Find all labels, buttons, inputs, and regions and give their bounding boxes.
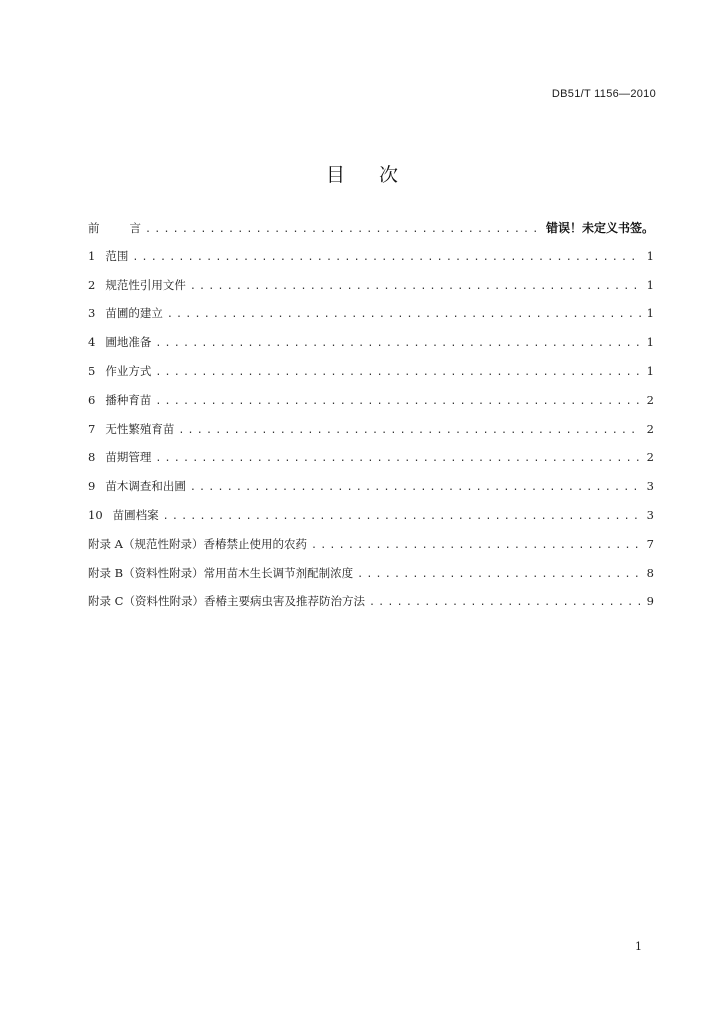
toc-entry-number: 4	[88, 335, 96, 350]
toc-leader-dots	[190, 281, 641, 292]
toc-entry-normative-references[interactable]	[88, 277, 654, 306]
toc-entry-label: 苗圃档案	[112, 507, 159, 522]
table-of-contents	[88, 219, 654, 622]
toc-entry-number: 7	[88, 421, 96, 436]
toc-leader-dots	[155, 453, 640, 464]
toc-leader-dots	[190, 482, 641, 493]
toc-entry-label: 附录 C（资料性附录）香椿主要病虫害及推荐防治方法	[88, 594, 365, 609]
toc-entry-seed-sowing[interactable]	[88, 392, 654, 421]
toc-entry-page: 1	[646, 335, 654, 350]
toc-title	[0, 160, 724, 187]
toc-entry-label: 附录 B（资料性附录）常用苗木生长调节剂配制浓度	[88, 565, 354, 580]
toc-entry-number: 3	[88, 306, 96, 321]
toc-entry-label: 苗期管理	[105, 450, 152, 465]
toc-entry-page: 3	[646, 507, 654, 522]
toc-entry-page: 错误！未定义书签。	[545, 221, 654, 235]
toc-entry-number: 1	[88, 248, 96, 263]
toc-leader-dots	[369, 597, 641, 608]
toc-entry-label: 作业方式	[105, 363, 152, 378]
toc-entry-page: 7	[646, 536, 654, 551]
toc-leader-dots	[155, 338, 640, 349]
toc-entry-page: 2	[646, 450, 654, 465]
toc-entry-preface[interactable]	[88, 219, 654, 248]
toc-entry-number: 5	[88, 363, 96, 378]
toc-entry-page: 1	[646, 277, 654, 292]
toc-entry-label: 苗圃的建立	[105, 306, 163, 321]
toc-entry-label: 规范性引用文件	[105, 277, 186, 292]
toc-entry-page: 9	[646, 594, 654, 609]
toc-entry-number: 2	[88, 277, 96, 292]
toc-leader-dots	[145, 224, 540, 235]
toc-leader-dots	[155, 396, 640, 407]
toc-entry-scope[interactable]	[88, 248, 654, 277]
toc-entry-page: 1	[646, 248, 654, 263]
toc-leader-dots	[178, 425, 640, 436]
toc-entry-label: 无性繁殖育苗	[105, 421, 175, 436]
toc-entry-operation-mode[interactable]	[88, 363, 654, 392]
toc-entry-label: 圃地准备	[105, 335, 152, 350]
toc-entry-number: 9	[88, 479, 96, 494]
toc-title-char-1: 目	[325, 164, 345, 186]
toc-entry-page: 1	[646, 363, 654, 378]
toc-leader-dots	[311, 540, 641, 551]
toc-entry-nursery-records[interactable]	[88, 507, 654, 536]
toc-title-char-2: 次	[379, 164, 399, 186]
toc-entry-number: 8	[88, 450, 96, 465]
toc-entry-number: 6	[88, 392, 96, 407]
toc-entry-page: 8	[646, 565, 654, 580]
toc-entry-page: 2	[646, 392, 654, 407]
toc-entry-label: 范围	[105, 248, 129, 263]
toc-entry-label: 前 言	[88, 221, 141, 235]
toc-entry-label: 播种育苗	[105, 392, 152, 407]
standard-code: DB51/T 1156—2010	[551, 88, 656, 100]
toc-entry-number: 10	[88, 507, 103, 522]
toc-entry-survey-and-outplanting[interactable]	[88, 478, 654, 507]
toc-leader-dots	[163, 511, 641, 522]
toc-entry-appendix-c[interactable]	[88, 593, 654, 622]
toc-entry-seedling-management[interactable]	[88, 449, 654, 478]
toc-entry-page: 3	[646, 479, 654, 494]
toc-leader-dots	[357, 569, 641, 580]
toc-entry-nursery-establishment[interactable]	[88, 305, 654, 334]
toc-entry-label: 附录 A（规范性附录）香椿禁止使用的农药	[88, 536, 307, 551]
toc-leader-dots	[132, 252, 640, 263]
toc-entry-appendix-a[interactable]	[88, 536, 654, 565]
toc-entry-page: 2	[646, 421, 654, 436]
toc-leader-dots	[167, 309, 641, 320]
toc-entry-label: 苗木调查和出圃	[105, 479, 186, 494]
toc-entry-page: 1	[646, 306, 654, 321]
toc-entry-appendix-b[interactable]	[88, 565, 654, 594]
toc-entry-vegetative-propagation[interactable]	[88, 421, 654, 450]
page-number: 1	[635, 940, 642, 953]
toc-leader-dots	[155, 367, 640, 378]
toc-entry-land-preparation[interactable]	[88, 334, 654, 363]
